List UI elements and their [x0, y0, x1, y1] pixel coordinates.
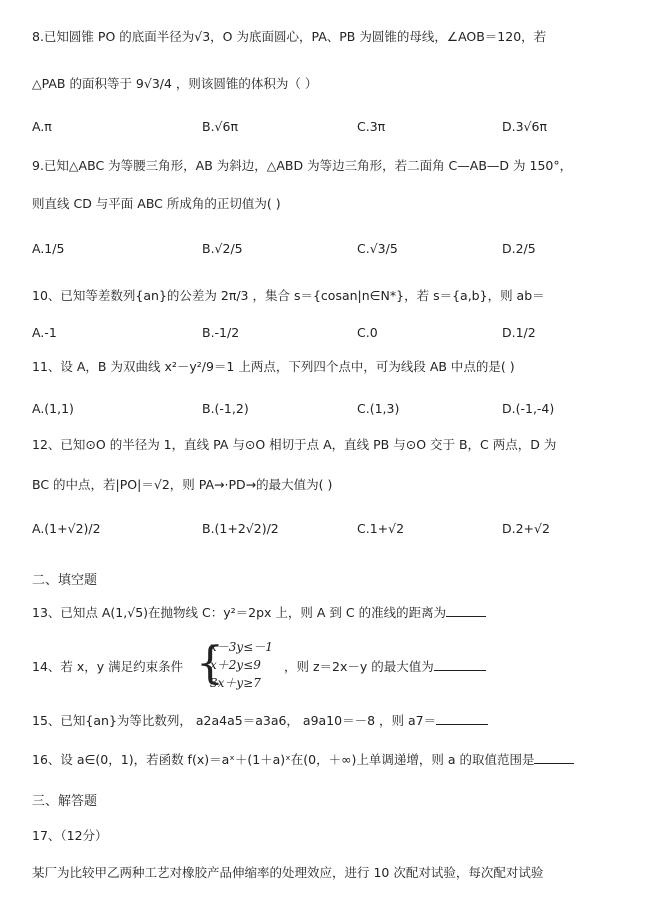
q9-options [32, 240, 624, 266]
section-fill-in-blank-heading: 二、填空题 [32, 573, 98, 588]
q13-answer-blank[interactable] [446, 604, 486, 617]
q11-option-d[interactable]: D.(-1,-4) [502, 401, 555, 416]
q9-option-d[interactable]: D.2/5 [502, 241, 536, 256]
q9-option-a[interactable]: A.1/5 [32, 241, 65, 256]
q10-option-d[interactable]: D.1/2 [502, 325, 536, 340]
q16-text: 16、设 a∈(0，1)，若函数 f(x)＝aˣ＋(1＋a)ˣ在(0，＋∞)上单调递增，则 a 的取值范围是 [32, 752, 535, 767]
q10-options [32, 324, 624, 350]
q8-options [32, 118, 624, 144]
q14-constraint-3: 3x＋y≥7 [210, 676, 261, 690]
q16-answer-blank[interactable] [534, 751, 574, 764]
q14-answer-blank[interactable] [434, 658, 486, 671]
q15-text: 15、已知{an}为等比数列， a2a4a5＝a3a6， a9a10＝－8 ，则 a7＝ [32, 713, 437, 728]
q8-line1: 8.已知圆锥 PO 的底面半径为√3，O 为底面圆心，PA、PB 为圆锥的母线，∠AOB＝120，若 [32, 29, 547, 44]
left-brace-icon: { [196, 638, 224, 689]
q10-option-b[interactable]: B.-1/2 [202, 325, 240, 340]
q9-line2: 则直线 CD 与平面 ABC 所成角的正切值为( ) [32, 196, 281, 211]
q17-title: 17、（12分） [32, 828, 108, 843]
q9-option-c[interactable]: C.√3/5 [357, 241, 398, 256]
q11-options [32, 400, 624, 426]
q12-option-b[interactable]: B.(1+2√2)/2 [202, 521, 279, 536]
q8-option-d[interactable]: D.3√6π [502, 119, 547, 134]
q12-option-c[interactable]: C.1+√2 [357, 521, 405, 536]
q17-line1: 某厂为比较甲乙两种工艺对橡胶产品伸缩率的处理效应，进行 10 次配对试验，每次配对试验 [32, 865, 544, 880]
q12-options [32, 520, 624, 546]
q8-option-a[interactable]: A.π [32, 119, 52, 134]
q8-option-b[interactable]: B.√6π [202, 119, 238, 134]
q16-line [32, 751, 624, 769]
q15-answer-blank[interactable] [436, 712, 488, 725]
q8-line2: △PAB 的面积等于 9√3/4 ，则该圆锥的体积为（ ） [32, 76, 318, 91]
q12-option-a[interactable]: A.(1+√2)/2 [32, 521, 101, 536]
q12-line2: BC 的中点，若|PO|＝√2，则 PA→·PD→的最大值为( ) [32, 477, 333, 492]
q11-option-c[interactable]: C.(1,3) [357, 401, 400, 416]
q13-text: 13、已知点 A(1,√5)在抛物线 C：y²＝2px 上，则 A 到 C 的准线的距离为 [32, 605, 447, 620]
q8-option-c[interactable]: C.3π [357, 119, 386, 134]
q11-line1: 11、设 A，B 为双曲线 x²－y²/9＝1 上两点，下列四个点中，可为线段 AB 中点的是( ) [32, 359, 515, 374]
q14-suffix: ，则 z＝2x－y 的最大值为 [284, 659, 434, 674]
q14-suffix-line [284, 658, 624, 676]
q9-line1: 9.已知△ABC 为等腰三角形，AB 为斜边，△ABD 为等边三角形，若二面角 C—AB—D 为 150°， [32, 158, 573, 173]
q11-option-b[interactable]: B.(-1,2) [202, 401, 249, 416]
q9-option-b[interactable]: B.√2/5 [202, 241, 243, 256]
q14-constraint-2: x＋2y≤9 [210, 658, 261, 672]
q15-line [32, 712, 624, 730]
q10-option-c[interactable]: C.0 [357, 325, 378, 340]
q11-option-a[interactable]: A.(1,1) [32, 401, 74, 416]
q12-line1: 12、已知⊙O 的半径为 1，直线 PA 与⊙O 相切于点 A，直线 PB 与⊙O 交于 B，C 两点，D 为 [32, 437, 557, 452]
q14-constraint-system [196, 636, 286, 692]
q10-line1: 10、已知等差数列{an}的公差为 2π/3 ，集合 s＝{cosan|n∈N*}，若 s＝{a,b}，则 ab＝ [32, 288, 545, 303]
q12-option-d[interactable]: D.2+√2 [502, 521, 550, 536]
q14-prefix: 14、若 x，y 满足约束条件 [32, 659, 184, 674]
section-solution-heading: 三、解答题 [32, 794, 98, 809]
q10-option-a[interactable]: A.-1 [32, 325, 57, 340]
q14-constraint-1: x－3y≤－1 [210, 640, 273, 654]
q13-line [32, 604, 624, 622]
